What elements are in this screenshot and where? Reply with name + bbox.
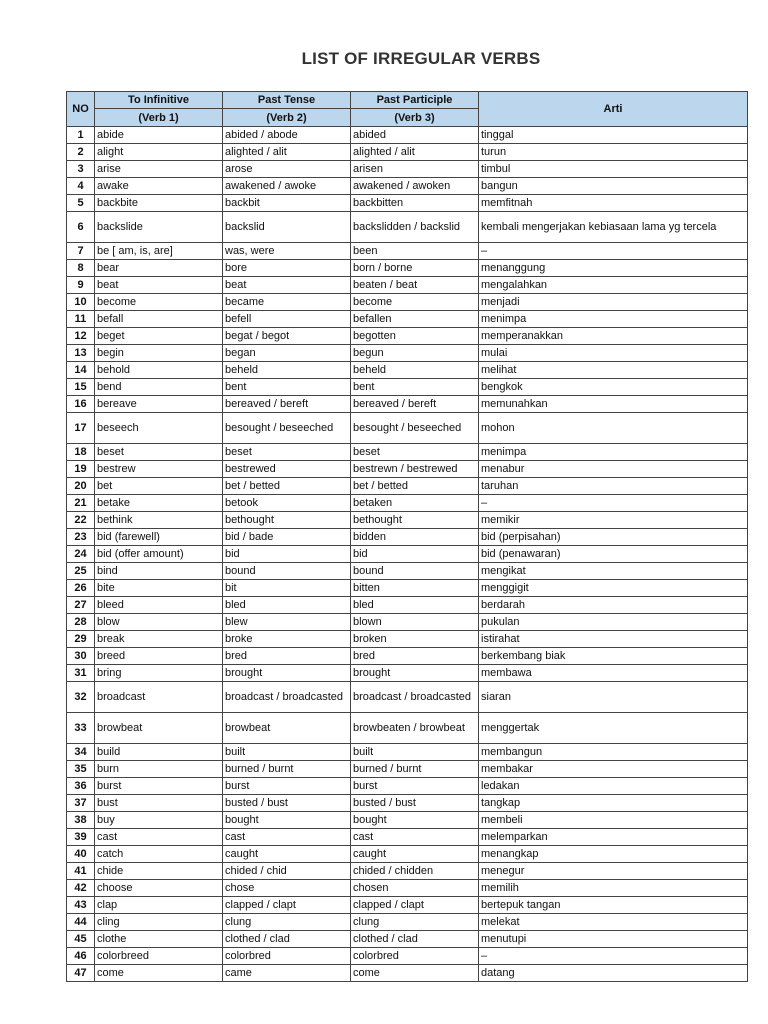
cell-past-participle: built	[351, 744, 479, 761]
cell-infinitive: awake	[95, 178, 223, 195]
cell-arti: menegur	[479, 863, 748, 880]
cell-past-participle: bethought	[351, 512, 479, 529]
header-no: NO	[67, 92, 95, 127]
table-header	[67, 92, 748, 127]
cell-infinitive: bethink	[95, 512, 223, 529]
cell-arti: timbul	[479, 161, 748, 178]
cell-past-participle: burst	[351, 778, 479, 795]
table-row	[67, 396, 748, 413]
cell-infinitive: bid (farewell)	[95, 529, 223, 546]
cell-arti: menanggung	[479, 260, 748, 277]
cell-past-participle: clothed / clad	[351, 931, 479, 948]
row-number: 42	[67, 880, 95, 897]
cell-past-tense: chose	[223, 880, 351, 897]
row-number: 35	[67, 761, 95, 778]
row-number: 4	[67, 178, 95, 195]
table-row	[67, 144, 748, 161]
table-row	[67, 665, 748, 682]
cell-infinitive: cling	[95, 914, 223, 931]
cell-arti: melekat	[479, 914, 748, 931]
cell-past-participle: abided	[351, 127, 479, 144]
row-number: 46	[67, 948, 95, 965]
cell-past-tense: bid / bade	[223, 529, 351, 546]
cell-past-participle: browbeaten / browbeat	[351, 713, 479, 744]
table-row	[67, 563, 748, 580]
cell-past-tense: bethought	[223, 512, 351, 529]
cell-past-participle: alighted / alit	[351, 144, 479, 161]
row-number: 3	[67, 161, 95, 178]
table-row	[67, 829, 748, 846]
cell-arti: berdarah	[479, 597, 748, 614]
table-row	[67, 512, 748, 529]
cell-past-tense: beat	[223, 277, 351, 294]
cell-past-participle: awakened / awoken	[351, 178, 479, 195]
cell-past-tense: became	[223, 294, 351, 311]
cell-past-tense: beheld	[223, 362, 351, 379]
row-number: 30	[67, 648, 95, 665]
cell-arti: membangun	[479, 744, 748, 761]
table-row	[67, 631, 748, 648]
cell-infinitive: begin	[95, 345, 223, 362]
row-number: 45	[67, 931, 95, 948]
cell-past-participle: beheld	[351, 362, 479, 379]
cell-past-tense: bought	[223, 812, 351, 829]
cell-arti: menjadi	[479, 294, 748, 311]
table-row	[67, 413, 748, 444]
cell-past-participle: blown	[351, 614, 479, 631]
cell-arti: datang	[479, 965, 748, 982]
row-number: 32	[67, 682, 95, 713]
row-number: 16	[67, 396, 95, 413]
cell-past-participle: been	[351, 243, 479, 260]
cell-arti: bid (perpisahan)	[479, 529, 748, 546]
cell-arti: istirahat	[479, 631, 748, 648]
cell-infinitive: beget	[95, 328, 223, 345]
row-number: 10	[67, 294, 95, 311]
cell-past-tense: built	[223, 744, 351, 761]
table-row	[67, 529, 748, 546]
cell-infinitive: become	[95, 294, 223, 311]
table-row	[67, 478, 748, 495]
header-verb2: (Verb 2)	[223, 109, 351, 127]
cell-past-tense: besought / beseeched	[223, 413, 351, 444]
cell-past-tense: was, were	[223, 243, 351, 260]
cell-infinitive: breed	[95, 648, 223, 665]
cell-arti: turun	[479, 144, 748, 161]
cell-infinitive: browbeat	[95, 713, 223, 744]
table-row	[67, 461, 748, 478]
row-number: 24	[67, 546, 95, 563]
cell-arti: tangkap	[479, 795, 748, 812]
cell-past-participle: bled	[351, 597, 479, 614]
cell-past-participle: begun	[351, 345, 479, 362]
table-row	[67, 931, 748, 948]
cell-infinitive: bear	[95, 260, 223, 277]
cell-past-participle: come	[351, 965, 479, 982]
row-number: 34	[67, 744, 95, 761]
cell-past-participle: bent	[351, 379, 479, 396]
cell-arti: taruhan	[479, 478, 748, 495]
cell-past-tense: busted / bust	[223, 795, 351, 812]
cell-past-participle: busted / bust	[351, 795, 479, 812]
cell-past-tense: clapped / clapt	[223, 897, 351, 914]
table-row	[67, 178, 748, 195]
cell-past-participle: bound	[351, 563, 479, 580]
cell-past-participle: befallen	[351, 311, 479, 328]
row-number: 22	[67, 512, 95, 529]
cell-past-participle: beaten / beat	[351, 277, 479, 294]
cell-infinitive: abide	[95, 127, 223, 144]
table-row	[67, 897, 748, 914]
cell-arti: menggigit	[479, 580, 748, 597]
cell-arti: bid (penawaran)	[479, 546, 748, 563]
cell-infinitive: blow	[95, 614, 223, 631]
cell-arti: bertepuk tangan	[479, 897, 748, 914]
cell-infinitive: bid (offer amount)	[95, 546, 223, 563]
cell-past-participle: cast	[351, 829, 479, 846]
cell-past-participle: bitten	[351, 580, 479, 597]
cell-infinitive: colorbreed	[95, 948, 223, 965]
cell-past-tense: caught	[223, 846, 351, 863]
cell-past-participle: bet / betted	[351, 478, 479, 495]
cell-arti: bangun	[479, 178, 748, 195]
row-number: 7	[67, 243, 95, 260]
header-verb1: (Verb 1)	[95, 109, 223, 127]
cell-infinitive: beat	[95, 277, 223, 294]
cell-infinitive: break	[95, 631, 223, 648]
cell-arti: memikir	[479, 512, 748, 529]
cell-arti: menangkap	[479, 846, 748, 863]
cell-arti: berkembang biak	[479, 648, 748, 665]
row-number: 2	[67, 144, 95, 161]
cell-past-participle: colorbred	[351, 948, 479, 965]
cell-past-tense: began	[223, 345, 351, 362]
cell-past-tense: browbeat	[223, 713, 351, 744]
cell-arti: menggertak	[479, 713, 748, 744]
cell-infinitive: bust	[95, 795, 223, 812]
cell-arti: –	[479, 948, 748, 965]
header-past-participle: Past Participle	[351, 92, 479, 109]
cell-past-participle: clapped / clapt	[351, 897, 479, 914]
row-number: 6	[67, 212, 95, 243]
cell-infinitive: bring	[95, 665, 223, 682]
cell-arti: bengkok	[479, 379, 748, 396]
cell-past-tense: broadcast / broadcasted	[223, 682, 351, 713]
cell-past-participle: bid	[351, 546, 479, 563]
cell-infinitive: befall	[95, 311, 223, 328]
table-row	[67, 614, 748, 631]
header-infinitive: To Infinitive	[95, 92, 223, 109]
cell-past-participle: bestrewn / bestrewed	[351, 461, 479, 478]
cell-past-participle: bereaved / bereft	[351, 396, 479, 413]
cell-past-tense: backbit	[223, 195, 351, 212]
table-row	[67, 761, 748, 778]
cell-arti: menimpa	[479, 444, 748, 461]
cell-arti: –	[479, 495, 748, 512]
row-number: 26	[67, 580, 95, 597]
cell-past-tense: brought	[223, 665, 351, 682]
cell-past-tense: came	[223, 965, 351, 982]
cell-past-participle: burned / burnt	[351, 761, 479, 778]
cell-past-participle: beset	[351, 444, 479, 461]
cell-infinitive: come	[95, 965, 223, 982]
row-number: 8	[67, 260, 95, 277]
table-row	[67, 713, 748, 744]
cell-infinitive: beset	[95, 444, 223, 461]
cell-infinitive: clap	[95, 897, 223, 914]
table-row	[67, 195, 748, 212]
table-row	[67, 260, 748, 277]
cell-infinitive: bite	[95, 580, 223, 597]
cell-past-tense: broke	[223, 631, 351, 648]
cell-infinitive: backslide	[95, 212, 223, 243]
table-row	[67, 778, 748, 795]
row-number: 21	[67, 495, 95, 512]
table-body	[67, 127, 748, 982]
page-title: LIST OF IRREGULAR VERBS	[301, 49, 541, 68]
row-number: 39	[67, 829, 95, 846]
table-row	[67, 795, 748, 812]
cell-past-participle: brought	[351, 665, 479, 682]
cell-past-participle: bought	[351, 812, 479, 829]
cell-past-tense: bet / betted	[223, 478, 351, 495]
cell-arti: mengikat	[479, 563, 748, 580]
table-row	[67, 648, 748, 665]
row-number: 44	[67, 914, 95, 931]
cell-infinitive: betake	[95, 495, 223, 512]
row-number: 13	[67, 345, 95, 362]
cell-arti: mengalahkan	[479, 277, 748, 294]
cell-past-participle: begotten	[351, 328, 479, 345]
table-row	[67, 362, 748, 379]
table-row	[67, 294, 748, 311]
row-number: 25	[67, 563, 95, 580]
cell-past-tense: bit	[223, 580, 351, 597]
cell-past-tense: burst	[223, 778, 351, 795]
table-row	[67, 444, 748, 461]
cell-infinitive: bereave	[95, 396, 223, 413]
cell-past-tense: chided / chid	[223, 863, 351, 880]
cell-infinitive: be [ am, is, are]	[95, 243, 223, 260]
cell-past-tense: burned / burnt	[223, 761, 351, 778]
cell-arti: memfitnah	[479, 195, 748, 212]
row-number: 27	[67, 597, 95, 614]
table-row	[67, 744, 748, 761]
table-row	[67, 965, 748, 982]
row-number: 40	[67, 846, 95, 863]
cell-infinitive: alight	[95, 144, 223, 161]
cell-arti: menimpa	[479, 311, 748, 328]
cell-past-tense: alighted / alit	[223, 144, 351, 161]
cell-past-participle: broadcast / broadcasted	[351, 682, 479, 713]
cell-infinitive: chide	[95, 863, 223, 880]
cell-arti: tinggal	[479, 127, 748, 144]
cell-past-participle: backbitten	[351, 195, 479, 212]
cell-infinitive: choose	[95, 880, 223, 897]
cell-past-tense: betook	[223, 495, 351, 512]
cell-arti: melihat	[479, 362, 748, 379]
row-number: 20	[67, 478, 95, 495]
cell-arti: memilih	[479, 880, 748, 897]
cell-infinitive: arise	[95, 161, 223, 178]
row-number: 33	[67, 713, 95, 744]
cell-arti: menabur	[479, 461, 748, 478]
row-number: 41	[67, 863, 95, 880]
cell-arti: –	[479, 243, 748, 260]
table-row	[67, 597, 748, 614]
cell-infinitive: cast	[95, 829, 223, 846]
cell-past-tense: bent	[223, 379, 351, 396]
row-number: 1	[67, 127, 95, 144]
table-row	[67, 243, 748, 260]
cell-past-participle: born / borne	[351, 260, 479, 277]
cell-arti: memperanakkan	[479, 328, 748, 345]
cell-past-tense: backslid	[223, 212, 351, 243]
header-past-tense: Past Tense	[223, 92, 351, 109]
cell-arti: membawa	[479, 665, 748, 682]
row-number: 15	[67, 379, 95, 396]
cell-past-tense: bid	[223, 546, 351, 563]
cell-arti: kembali mengerjakan kebiasaan lama yg tercela	[479, 212, 748, 243]
cell-infinitive: bend	[95, 379, 223, 396]
cell-arti: melemparkan	[479, 829, 748, 846]
header-verb3: (Verb 3)	[351, 109, 479, 127]
row-number: 23	[67, 529, 95, 546]
row-number: 18	[67, 444, 95, 461]
cell-past-tense: colorbred	[223, 948, 351, 965]
cell-infinitive: bestrew	[95, 461, 223, 478]
table-row	[67, 277, 748, 294]
row-number: 43	[67, 897, 95, 914]
table-row	[67, 580, 748, 597]
row-number: 37	[67, 795, 95, 812]
cell-past-participle: chided / chidden	[351, 863, 479, 880]
table-row	[67, 863, 748, 880]
table-row	[67, 846, 748, 863]
row-number: 38	[67, 812, 95, 829]
cell-past-tense: bound	[223, 563, 351, 580]
table-row	[67, 328, 748, 345]
cell-past-participle: caught	[351, 846, 479, 863]
cell-infinitive: beseech	[95, 413, 223, 444]
cell-past-participle: backslidden / backslid	[351, 212, 479, 243]
cell-past-tense: cast	[223, 829, 351, 846]
cell-past-tense: abided / abode	[223, 127, 351, 144]
cell-past-participle: betaken	[351, 495, 479, 512]
table-row	[67, 948, 748, 965]
cell-arti: ledakan	[479, 778, 748, 795]
cell-past-tense: bestrewed	[223, 461, 351, 478]
table-row	[67, 212, 748, 243]
cell-past-tense: bred	[223, 648, 351, 665]
table-row	[67, 682, 748, 713]
row-number: 17	[67, 413, 95, 444]
header-arti: Arti	[479, 92, 748, 127]
cell-infinitive: backbite	[95, 195, 223, 212]
row-number: 12	[67, 328, 95, 345]
cell-infinitive: bet	[95, 478, 223, 495]
cell-arti: memunahkan	[479, 396, 748, 413]
cell-past-tense: awakened / awoke	[223, 178, 351, 195]
table-row	[67, 345, 748, 362]
cell-past-participle: become	[351, 294, 479, 311]
cell-past-participle: chosen	[351, 880, 479, 897]
cell-past-tense: clung	[223, 914, 351, 931]
row-number: 14	[67, 362, 95, 379]
cell-arti: siaran	[479, 682, 748, 713]
table-row	[67, 495, 748, 512]
cell-past-tense: bled	[223, 597, 351, 614]
table-row	[67, 546, 748, 563]
cell-infinitive: bind	[95, 563, 223, 580]
cell-past-participle: clung	[351, 914, 479, 931]
row-number: 28	[67, 614, 95, 631]
table-row	[67, 161, 748, 178]
row-number: 5	[67, 195, 95, 212]
cell-past-tense: clothed / clad	[223, 931, 351, 948]
row-number: 11	[67, 311, 95, 328]
row-number: 47	[67, 965, 95, 982]
table-row	[67, 379, 748, 396]
row-number: 36	[67, 778, 95, 795]
row-number: 19	[67, 461, 95, 478]
cell-past-participle: broken	[351, 631, 479, 648]
cell-arti: menutupi	[479, 931, 748, 948]
cell-arti: pukulan	[479, 614, 748, 631]
row-number: 31	[67, 665, 95, 682]
table-row	[67, 880, 748, 897]
table-row	[67, 127, 748, 144]
cell-arti: membeli	[479, 812, 748, 829]
cell-arti: membakar	[479, 761, 748, 778]
cell-infinitive: burn	[95, 761, 223, 778]
row-number: 29	[67, 631, 95, 648]
cell-past-tense: befell	[223, 311, 351, 328]
cell-past-tense: bereaved / bereft	[223, 396, 351, 413]
cell-arti: mohon	[479, 413, 748, 444]
cell-past-tense: blew	[223, 614, 351, 631]
cell-infinitive: burst	[95, 778, 223, 795]
cell-past-participle: bidden	[351, 529, 479, 546]
table-row	[67, 311, 748, 328]
cell-past-tense: beset	[223, 444, 351, 461]
cell-past-participle: besought / beseeched	[351, 413, 479, 444]
cell-past-tense: begat / begot	[223, 328, 351, 345]
cell-infinitive: bleed	[95, 597, 223, 614]
cell-past-participle: bred	[351, 648, 479, 665]
cell-past-participle: arisen	[351, 161, 479, 178]
table-row	[67, 812, 748, 829]
cell-arti: mulai	[479, 345, 748, 362]
cell-past-tense: arose	[223, 161, 351, 178]
cell-infinitive: buy	[95, 812, 223, 829]
cell-infinitive: clothe	[95, 931, 223, 948]
irregular-verbs-table	[66, 91, 748, 982]
cell-infinitive: catch	[95, 846, 223, 863]
cell-infinitive: broadcast	[95, 682, 223, 713]
cell-past-tense: bore	[223, 260, 351, 277]
row-number: 9	[67, 277, 95, 294]
cell-infinitive: behold	[95, 362, 223, 379]
table-row	[67, 914, 748, 931]
cell-infinitive: build	[95, 744, 223, 761]
